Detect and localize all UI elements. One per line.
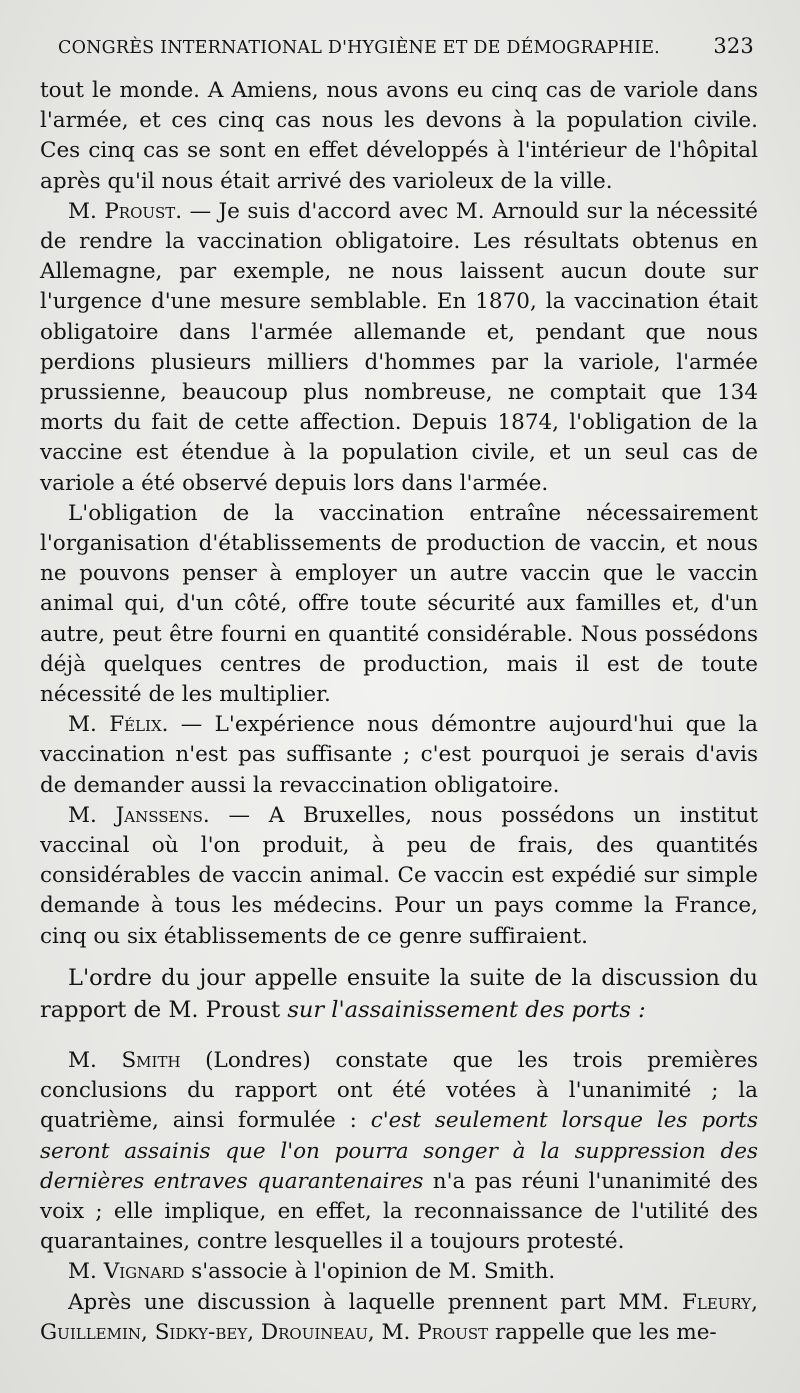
speaker-prefix: M.	[68, 712, 110, 738]
paragraph-9	[40, 1288, 758, 1348]
paragraph-8	[40, 1257, 758, 1287]
speech-text: . — Je suis d'accord avec M. Arnould sur la nécessité de rendre la vaccination obligatoire. Les résultats obtenus en Allemagne, par exemple, ne nous laissent aucun doute sur l'urgence d'une mesure semblable. En 1870, la vaccination était obligatoire dans l'armée allemande et, pendant que nous perdions plusieurs milliers d'hommes par la variole, l'armée prussienne, beaucoup plus nombreuse, ne comptait que 134 morts du fait de cette affection. Depuis 1874, l'obligation de la vaccine est étendue à la population civile, et un seul cas de variole a été observé depuis lors dans l'armée.	[40, 198, 758, 496]
speaker-prefix: M.	[68, 1047, 122, 1073]
page-number: 323	[713, 34, 754, 58]
speaker-prefix: M.	[68, 802, 116, 828]
paragraph-3: L'obligation de la vaccination entraîne nécessairement l'organisation d'établissements de production de vaccin, et nous ne pouvons penser à employer un autre vaccin que le vaccin animal qui, d'un côté, offre toute sécurité aux familles et, d'un autre, peut être fourni en quantité considérable. Nous possédons déjà quelques centres de production, mais il est de toute nécessité de les multiplier.	[40, 500, 758, 708]
paragraph-2	[40, 197, 758, 499]
paragraph-4	[40, 710, 758, 801]
participant-names: Fleury, Guillemin, Sidky-bey, Drouineau,	[40, 1289, 758, 1345]
paragraph-7	[40, 1046, 758, 1257]
speaker-name: Proust	[417, 1319, 489, 1345]
speech-text-a: Après une discussion à laquelle prennent part MM.	[68, 1289, 682, 1315]
speech-text: s'associe à l'opinion de M. Smith.	[184, 1259, 556, 1285]
running-header	[58, 34, 754, 58]
speech-text-b: n'a pas réuni l'unanimité des voix ; elle implique, en effet, la reconnaissance de l'utilité des quarantaines, contre lesquelles il a toujours protesté.	[40, 1168, 758, 1255]
running-title: CONGRÈS INTERNATIONAL D'HYGIÈNE ET DE DÉMOGRAPHIE.	[58, 38, 660, 58]
speech-text: . — L'expérience nous démontre aujourd'hui que la vaccination n'est pas suffisante ; c'est pourquoi je serais d'avis de demander aussi la revaccination obligatoire.	[40, 712, 758, 798]
speaker-prefix: M.	[68, 198, 105, 224]
speaker-prefix: M.	[68, 1259, 104, 1285]
speech-text-b: M.	[374, 1319, 418, 1345]
speech-text-a: (Londres) constate que les trois premières conclusions du rapport ont été votées à l'unanimité ; la quatrième, ainsi formulée :	[40, 1047, 759, 1134]
speaker-name: Smith	[121, 1047, 181, 1073]
agenda-text: L'ordre du jour appelle ensuite la suite de la discussion du rapport de M. Proust	[40, 964, 758, 1023]
agenda-paragraph	[40, 962, 758, 1026]
paragraph-1: tout le monde. A Amiens, nous avons eu cinq cas de variole dans l'armée, et ces cinq cas nous les devons à la population civile. Ces cinq cas se sont en effet développés à l'intérieur de l'hôpital après qu'il nous était arrivé des varioleux de la ville.	[40, 78, 758, 194]
speaker-name: Janssens	[115, 802, 203, 828]
speaker-name: Proust	[104, 198, 176, 224]
quoted-conclusion: c'est seulement lorsque les ports seront assainis que l'on pourra songer à la suppression des dernières entraves quarantenaires	[40, 1108, 758, 1194]
paragraph-5	[40, 801, 758, 952]
body-text	[40, 76, 758, 1348]
speaker-name: Vignard	[103, 1259, 185, 1285]
speech-text-c: rappelle que les me-	[488, 1319, 717, 1345]
speech-text: . — A Bruxelles, nous possédons un institut vaccinal où l'on produit, à peu de frais, des quantités considérables de vaccin animal. Ce vaccin est expédié sur simple demande à tous les médecins. Pour un pays comme la France, cinq ou six établissements de ce genre suffiraient.	[40, 802, 759, 949]
agenda-italic: sur l'assainissement des ports :	[287, 996, 646, 1023]
speaker-name: Félix	[109, 712, 162, 738]
